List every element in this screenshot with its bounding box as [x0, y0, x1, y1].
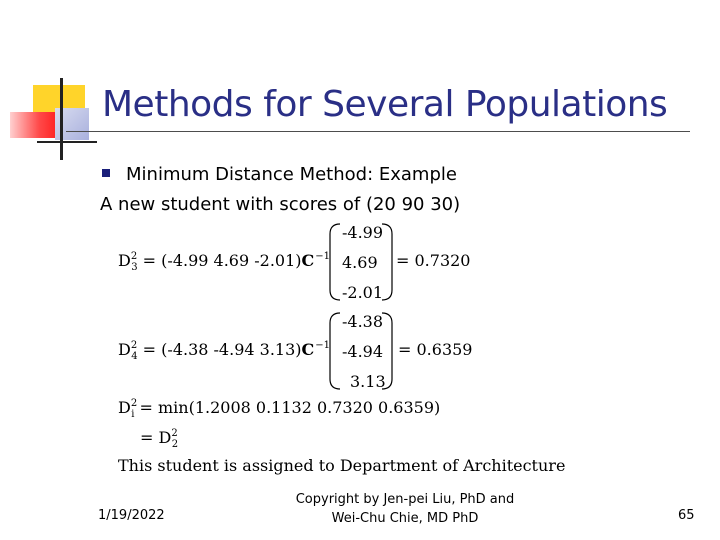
- eq1-matrix-sup: −1: [315, 251, 330, 262]
- title-underline: [66, 131, 690, 132]
- eq2-vec-1: -4.94: [342, 342, 384, 361]
- eq2-vec-2: 3.13: [350, 372, 386, 391]
- eq1-left-paren: [328, 222, 342, 302]
- eq1-row-vector: = (-4.99 4.69 -2.01): [142, 251, 302, 270]
- eq1-column-vector: [342, 218, 383, 308]
- footer-date: 1/19/2022: [98, 508, 165, 523]
- logo-vertical-line: [60, 78, 63, 160]
- bullet-text: Minimum Distance Method: Example: [126, 164, 457, 185]
- eq1-lhs-sup: 2: [130, 251, 138, 262]
- eq3-rhs: = min(1.2008 0.1132 0.7320 0.6359): [139, 398, 441, 417]
- eq4-rhs: = D: [140, 428, 172, 447]
- eq1-matrix: C: [301, 251, 315, 270]
- eq2-result: = 0.6359: [398, 340, 473, 359]
- equation-d4: [118, 340, 330, 362]
- logo-red-bar: [10, 112, 58, 138]
- eq3-lhs-sub: i: [131, 409, 135, 420]
- slide-title: Methods for Several Populations: [102, 84, 668, 125]
- equation-di-min: [118, 398, 441, 420]
- equation-d3: [118, 251, 330, 273]
- eq2-right-paren: [380, 311, 394, 391]
- eq3-lhs-sup: 2: [130, 398, 138, 409]
- eq2-matrix-sup: −1: [315, 340, 330, 351]
- eq2-vec-0: -4.38: [342, 312, 384, 331]
- square-bullet-icon: [102, 169, 110, 177]
- eq1-right-paren: [380, 222, 394, 302]
- page-number: 65: [678, 508, 695, 523]
- eq2-row-vector: = (-4.38 -4.94 3.13): [142, 340, 302, 359]
- eq1-lhs: D: [118, 251, 131, 270]
- slide-logo: [0, 0, 100, 170]
- eq2-lhs-sup: 2: [130, 340, 138, 351]
- footer-copyright: Copyright by Jen-pei Liu, PhD and Wei-Chu Chie, MD PhD: [295, 492, 515, 526]
- eq4-rhs-sub: 2: [171, 439, 179, 450]
- bullet-item: [102, 164, 457, 185]
- eq1-vec-0: -4.99: [342, 223, 384, 242]
- logo-horizontal-line: [37, 141, 97, 143]
- eq1-vec-1: 4.69: [342, 253, 378, 272]
- eq1-vec-2: -2.01: [342, 283, 384, 302]
- eq2-lhs-sub: 4: [131, 351, 138, 362]
- equation-d2: [140, 428, 179, 450]
- eq2-lhs: D: [118, 340, 131, 359]
- eq4-rhs-sup: 2: [171, 428, 178, 439]
- eq2-left-paren: [328, 311, 342, 391]
- eq3-lhs: D: [118, 398, 131, 417]
- problem-statement: A new student with scores of (20 90 30): [100, 194, 461, 215]
- eq2-matrix: C: [301, 340, 315, 359]
- conclusion-text: This student is assigned to Department of Architecture: [118, 456, 566, 475]
- eq1-result: = 0.7320: [396, 251, 471, 270]
- eq1-lhs-sub: 3: [131, 262, 138, 273]
